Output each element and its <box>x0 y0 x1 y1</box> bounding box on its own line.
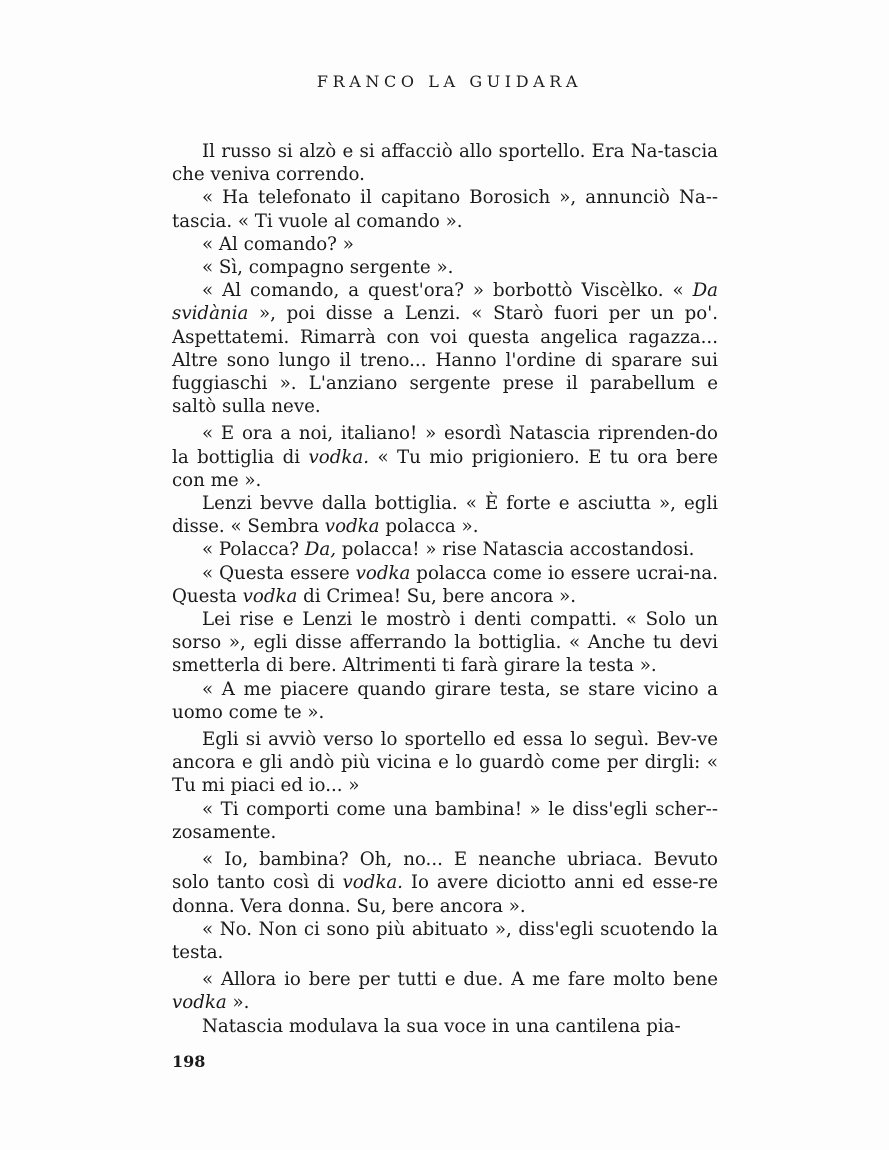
text-run: « Allora io bere per tutti e due. A me fare molto bene <box>202 969 718 991</box>
text-run: « Ha telefonato il capitano Borosich », annunciò Na-tascia. « Ti vuole al comando ». <box>172 187 718 232</box>
italic-text: vodka <box>324 516 380 538</box>
paragraph <box>172 562 718 608</box>
paragraph <box>172 233 718 256</box>
italic-text: Da, <box>304 539 336 561</box>
paragraph <box>172 140 718 186</box>
paragraph <box>172 798 718 844</box>
italic-text: Da svidània <box>172 280 718 325</box>
paragraph <box>172 728 718 798</box>
body-text <box>172 140 718 1038</box>
paragraph <box>172 492 718 538</box>
text-run: « A me piacere quando girare testa, se stare vicino a uomo come te ». <box>172 678 718 723</box>
paragraph <box>172 608 718 678</box>
italic-text: vodka. <box>308 446 370 468</box>
paragraph <box>172 186 718 232</box>
text-run: polacca! » rise Natascia accostandosi. <box>336 539 695 561</box>
text-run: », poi disse a Lenzi. « Starò fuori per un po'. Aspettatemi. Rimarrà con voi questa angelica ragazza... Altre sono lungo il treno... Hanno l'ordine di sparare sui fuggiaschi ». L'anziano sergente prese il parabellum e saltò sulla neve. <box>172 303 718 418</box>
text-run: polacca come io essere ucrai-na. Questa <box>172 562 718 607</box>
text-run: « Questa essere <box>202 562 356 584</box>
text-run: Lei rise e Lenzi le mostrò i denti compatti. « Solo un sorso », egli disse afferrando la bottiglia. « Anche tu devi smetterla di bere. Altrimenti ti farà girare la testa ». <box>172 609 718 677</box>
italic-text: vodka <box>355 562 411 584</box>
text-run: « Ti comporti come una bambina! » le diss'egli scher-zosamente. <box>172 798 718 843</box>
paragraph <box>172 279 718 418</box>
text-run: Natascia modulava la sua voce in una cantilena pia- <box>202 1015 681 1037</box>
text-run: « No. Non ci sono più abituato », diss'egli scuotendo la testa. <box>172 918 718 963</box>
page-number: 198 <box>172 1052 206 1071</box>
paragraph <box>172 422 718 492</box>
italic-text: vodka <box>172 992 227 1014</box>
text-run: ». <box>226 992 250 1014</box>
italic-text: vodka <box>242 585 298 607</box>
text-run: Io avere diciotto anni ed esse-re donna. Vera donna. Su, bere ancora ». <box>172 872 718 917</box>
running-title: FRANCO LA GUIDARA <box>316 72 583 91</box>
paragraph <box>172 1015 718 1038</box>
paragraph <box>172 848 718 918</box>
paragraph <box>172 918 718 964</box>
text-run: « E ora a noi, italiano! » esordì Natascia riprenden-do la bottiglia di <box>172 423 718 468</box>
text-run: Il russo si alzò e si affacciò allo sportello. Era Na-tascia che veniva correndo. <box>172 141 718 186</box>
text-run: « Al comando, a quest'ora? » borbottò Viscèlko. « <box>202 280 693 302</box>
text-run: « Al comando? » <box>202 233 354 255</box>
paragraph <box>172 968 718 1014</box>
italic-text: vodka. <box>342 872 403 894</box>
text-run: « Io, bambina? Oh, no... E neanche ubriaca. Bevuto solo tanto così di <box>172 849 718 894</box>
paragraph <box>172 538 718 561</box>
paragraph <box>172 256 718 279</box>
text-run: polacca ». <box>379 516 479 538</box>
text-run: « Tu mio prigioniero. E tu ora bere con me ». <box>172 446 718 491</box>
text-run: di Crimea! Su, bere ancora ». <box>297 585 577 607</box>
text-run: Egli si avviò verso lo sportello ed essa lo seguì. Bev-ve ancora e gli andò più vicina e lo guardò come per dirgli: « Tu mi piaci ed io... » <box>172 729 718 797</box>
text-run: « Sì, compagno sergente ». <box>202 257 454 279</box>
paragraph <box>172 678 718 724</box>
text-run: Lenzi bevve dalla bottiglia. « È forte e asciutta », egli disse. « Sembra <box>172 493 718 538</box>
text-run: « Polacca? <box>202 539 305 561</box>
